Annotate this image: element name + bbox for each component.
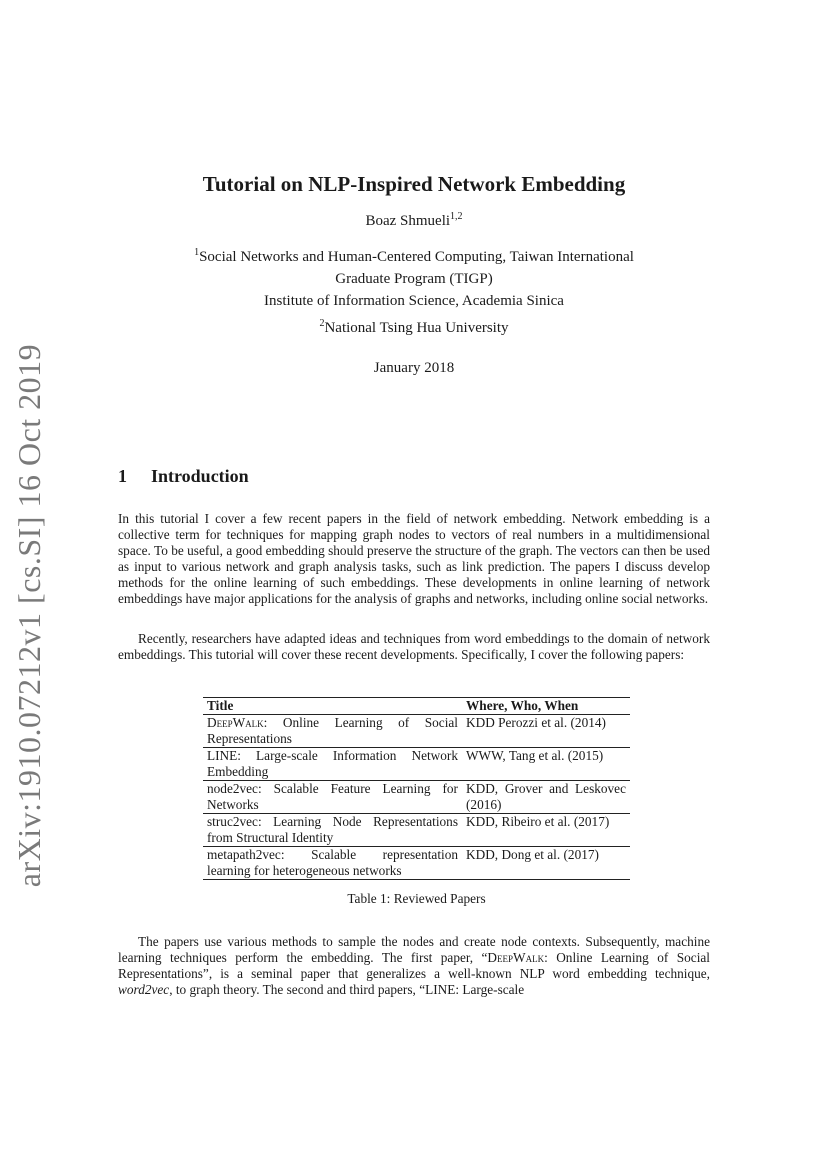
arxiv-stamp-text: arXiv:1910.07212v1 [cs.SI] 16 Oct 2019 — [11, 343, 48, 887]
affiliation-1-mark: 1 — [194, 247, 200, 258]
table-cell-title-text: LINE: Large-scale Information Network Embedding — [207, 748, 458, 779]
table-cell-title-text: : Online Learning of Social Representations — [207, 715, 458, 746]
paragraph-3-word2vec: word2vec — [118, 981, 170, 997]
reviewed-papers-table — [203, 697, 630, 880]
paragraph-3-part-c: , to graph theory. The second and third papers, “LINE: Large-scale — [169, 981, 525, 997]
affiliation-1-line-1: Social Networks and Human-Centered Computing, Taiwan International — [199, 249, 634, 265]
affiliation-2-line-1: National Tsing Hua University — [324, 320, 509, 336]
intro-paragraph-1: In this tutorial I cover a few recent papers in the field of network embedding. Network embedding is a collective term for techniques for mapping graph nodes to vectors of real numbers in a multidimensional space. To be useful, a good embedding should preserve the structure of the graph. The vectors can then be used as input to various network and graph analysis tasks, such as link prediction. The papers I discuss develop methods for the online learning of such embeddings. These developments in online learning of network embeddings have major applications for the analysis of graphs and networks, including online social networks. — [118, 511, 710, 606]
affiliation-1 — [118, 246, 710, 312]
table-cell-where: KDD Perozzi et al. (2014) — [466, 715, 606, 730]
paper-date: January 2018 — [373, 360, 455, 376]
table-cell-title — [203, 715, 462, 748]
table-cell-where: KDD, Dong et al. (2017) — [466, 847, 599, 862]
author-name: Boaz Shmueli — [365, 213, 451, 229]
table-header-where: Where, Who, When — [466, 698, 579, 713]
table-cell-where: KDD, Grover and Leskovec (2016) — [466, 781, 626, 812]
table-cell-title-text: struc2vec: Learning Node Representations from Structural Identity — [207, 814, 458, 845]
table-cell-where: WWW, Tang et al. (2015) — [466, 748, 604, 763]
table-cell-title-text: node2vec: Scalable Feature Learning for Networks — [207, 781, 458, 812]
table-row — [203, 781, 630, 814]
table-cell-where: KDD, Ribeiro et al. (2017) — [466, 814, 610, 829]
table-cell-title — [203, 748, 462, 781]
table-cell-title — [203, 814, 462, 847]
author-affiliation-marks: 1,2 — [450, 211, 463, 222]
table-cell-title — [203, 847, 462, 880]
affiliation-1-line-3: Institute of Information Science, Academia Sinica — [264, 293, 564, 309]
affiliation-2-mark: 2 — [319, 318, 325, 329]
intro-paragraph-2: Recently, researchers have adapted ideas and techniques from word embeddings to the domain of network embeddings. This tutorial will cover these recent developments. Specifically, I cover the following papers: — [118, 631, 710, 662]
paragraph-3-part-b: : Online Learning of Social Representations”, is a seminal paper that generalizes a well-known NLP word embedding technique, — [118, 949, 710, 981]
affiliation-2 — [118, 317, 710, 339]
intro-paragraph-3 — [118, 934, 710, 998]
paper-title: Tutorial on NLP-Inspired Network Embedding — [202, 172, 626, 196]
affiliation-1-line-2: Graduate Program (TIGP) — [335, 271, 493, 287]
section-title: Introduction — [151, 466, 249, 486]
section-heading — [118, 466, 249, 487]
section-number: 1 — [118, 466, 127, 486]
table-cell-title-text: metapath2vec: Scalable representation learning for heterogeneous networks — [207, 847, 458, 878]
table-row — [203, 847, 630, 880]
table-row — [203, 748, 630, 781]
table-cell-title-smallcaps: DeepWalk — [207, 715, 264, 730]
author-line — [118, 211, 710, 231]
paper-page — [118, 170, 710, 997]
paragraph-3-deepwalk: DeepWalk — [487, 949, 545, 965]
paragraph-3-part-a: The papers use various methods to sample the nodes and create node contexts. Subsequently, machine learning techniques perform the embedding. The first paper, “ — [118, 934, 710, 965]
arxiv-identifier-stamp — [10, 343, 50, 887]
table-cell-title — [203, 781, 462, 814]
table-row — [203, 814, 630, 847]
reviewed-papers-table-wrapper — [203, 697, 630, 907]
table-caption: Table 1: Reviewed Papers — [347, 891, 486, 906]
table-row — [203, 715, 630, 748]
table-header-title: Title — [207, 698, 234, 713]
table-header-row — [203, 698, 630, 715]
